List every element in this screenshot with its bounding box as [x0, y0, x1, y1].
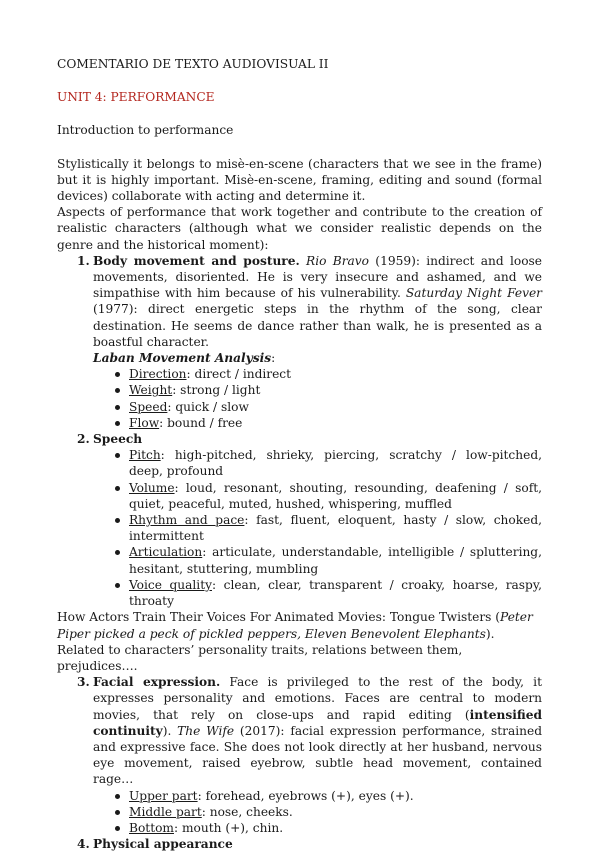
list-item-physical-appearance: [57, 836, 542, 852]
item-number: 4.: [77, 837, 90, 852]
bullet-term: Middle part: [129, 804, 202, 819]
item-number: 1.: [77, 253, 90, 268]
item-text: (1959): indirect and loose movements, disoriented. He is very insecure and ashamed, and we simpathise with him because of his vulnerability.: [93, 253, 542, 301]
item-number: 3.: [77, 675, 90, 690]
bullet-text: : direct / indirect: [186, 367, 292, 382]
bullet-term: Voice quality: [129, 577, 212, 592]
bullet-text: : strong / light: [172, 383, 261, 398]
paragraph-2: Aspects of performance that work together and contribute to the creation of realistic characters (although what we consider realistic depends on the genre and the historical moment):: [57, 205, 542, 252]
bullet-text: : high-pitched, shrieky, piercing, scratchy / low-pitched, deep, profound: [129, 448, 542, 479]
tongue-twisters-paragraph: [57, 609, 542, 641]
laban-bullets: [93, 366, 542, 431]
list-item-facial-expression: [57, 674, 542, 836]
related-paragraph: Related to characters’ personality traits, relations between them, prejudices….: [57, 642, 463, 673]
list-item-body-movement: [57, 253, 542, 431]
bullet-text: : clean, clear, transparent / croaky, hoarse, raspy, throaty: [129, 577, 543, 609]
film-title: The Wife: [177, 723, 235, 738]
bullet-item: [93, 399, 542, 415]
bullet-term: Speed: [129, 399, 168, 414]
facial-expression-paragraph: [93, 674, 542, 787]
bullet-item: [93, 415, 542, 431]
bullet-item: [93, 804, 542, 820]
laban-label: Laban Movement Analysis: [93, 351, 272, 366]
speech-bullets: [93, 447, 542, 609]
film-title: Saturday Night Fever: [405, 286, 542, 301]
tongue-twisters-examples: Peter Piper picked a peck of pickled peppers, Eleven Benevolent Elephants: [57, 610, 533, 641]
film-title: Rio Bravo: [306, 253, 370, 268]
bullet-text: : forehead, eyebrows (+), eyes (+).: [197, 788, 414, 803]
course-header: COMENTARIO DE TEXTO AUDIOVISUAL II: [57, 57, 329, 71]
bullet-term: Pitch: [129, 448, 161, 463]
document-page: [57, 56, 542, 852]
unit-title: UNIT 4: PERFORMANCE: [57, 90, 215, 105]
bullet-item: [93, 577, 542, 609]
item-text: (2017): facial expression performance, strained and expressive face. She does not look directly at her husband, nervous eye movement, raised eyebrow, subtle head movement, contained rage…: [93, 723, 542, 787]
bullet-text: : articulate, understandable, intelligible / spluttering, hesitant, stuttering, mumbling: [129, 545, 542, 576]
bullet-text: : mouth (+), chin.: [173, 820, 284, 835]
bullet-text: : quick / slow: [167, 399, 249, 414]
bullet-item: [93, 788, 542, 804]
bullet-term: Weight: [129, 383, 173, 398]
bullet-item: [93, 820, 542, 836]
bullet-term: Volume: [129, 480, 175, 495]
bullet-text: : fast, fluent, eloquent, hasty / slow, choked, intermittent: [129, 513, 542, 544]
physical-appearance-heading: [93, 836, 542, 852]
item-text: ).: [162, 723, 178, 738]
list-item-speech: [57, 431, 542, 609]
intensified-continuity-term: intensified continuity: [93, 707, 542, 738]
item-text: (1977): direct energetic steps in the rhythm of the song, clear destination. He seems de dance rather than walk, he is presented as a boastful character.: [93, 302, 542, 349]
bullet-item: [93, 512, 542, 544]
item-title: Physical appearance: [93, 837, 233, 852]
laban-heading: [93, 350, 542, 366]
bullet-term: Direction: [129, 367, 187, 382]
face-bullets: [93, 788, 542, 837]
bullet-term: Flow: [129, 415, 160, 430]
bullet-item: [93, 366, 542, 382]
bullet-item: [93, 382, 542, 398]
bullet-item: [93, 544, 542, 576]
body-movement-paragraph: [93, 253, 542, 350]
speech-heading: [93, 431, 542, 447]
item-text: Face is privileged to the rest of the body, it expresses personality and emotions. Faces are central to modern movies, that rely on close-ups and rapid editing (: [93, 675, 542, 722]
tongue-twisters-close: ).: [485, 626, 495, 641]
bullet-text: : bound / free: [159, 415, 243, 430]
paragraph-1: Stylistically it belongs to misè-en-scene (characters that we see in the frame) but it is highly important. Misè-en-scene, framing, editing and sound (formal devices) collaborate with acting and determine it.: [57, 156, 542, 204]
bullet-text: : loud, resonant, shouting, resounding, deafening / soft, quiet, peaceful, muted, hushed, whispering, muffled: [129, 480, 542, 511]
bullet-term: Rhythm and pace: [129, 513, 245, 528]
item-title: Facial expression.: [93, 675, 221, 690]
bullet-item: [93, 447, 542, 479]
item-number: 2.: [77, 432, 90, 447]
bullet-term: Bottom: [129, 820, 174, 835]
bullet-term: Articulation: [129, 545, 203, 560]
aspects-list-continued: [57, 674, 542, 852]
bullet-term: Upper part: [129, 788, 198, 803]
intro-heading: Introduction to performance: [57, 123, 234, 138]
bullet-text: : nose, cheeks.: [201, 804, 293, 819]
aspects-list: [57, 253, 542, 609]
tongue-twisters-text: How Actors Train Their Voices For Animated Movies: Tongue Twisters (: [57, 610, 501, 625]
item-title: Body movement and posture.: [93, 253, 300, 268]
item-title: Speech: [93, 432, 143, 447]
laban-colon: :: [271, 351, 276, 366]
bullet-item: [93, 480, 542, 512]
